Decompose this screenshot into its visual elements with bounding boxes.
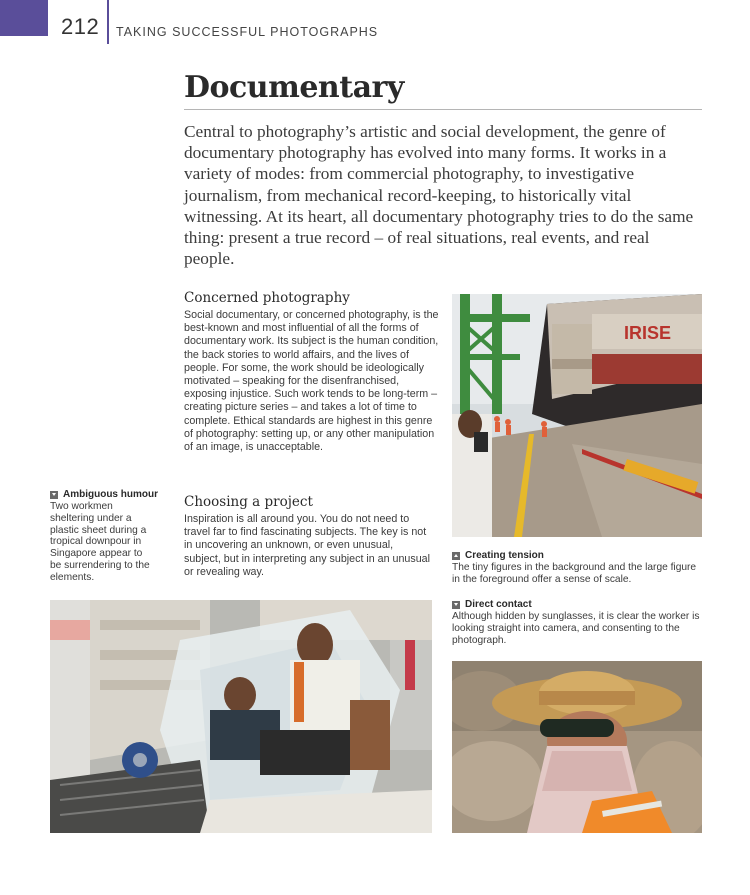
section-heading-concerned: Concerned photography xyxy=(184,290,350,306)
caption-title-tension: Creating tension xyxy=(465,550,544,561)
section-body-concerned: Social documentary, or concerned photography, is the best-known and most influential of all the forms of documentary work. Its subject is the human condition, the back stories to world affairs, and the lives of people. For some, the work should be ideologically motivated – speaking for the disenfranchised, exposing injustice. Such work tends to be long-term – creating picture series – and takes a lot of time to complete. Ethical standards are highest in this genre of photography: setting up, or any other manipulation of an image, is unacceptable. xyxy=(184,309,439,454)
caption-heading-tension xyxy=(452,550,544,561)
arrow-up-icon xyxy=(452,552,460,560)
photo-workmen-rain xyxy=(50,600,432,833)
photo-worker-hat xyxy=(452,661,702,833)
photo-port-ship xyxy=(452,294,702,537)
caption-heading-direct xyxy=(452,599,532,610)
caption-text-tension: The tiny figures in the background and the large figure in the foreground offer a sense of scale. xyxy=(452,562,697,585)
title-rule xyxy=(184,109,702,110)
intro-paragraph: Central to photography’s artistic and social development, the genre of documentary photography has evolved into many forms. It works in a variety of modes: from commercial photography, to investigative journalism, from mechanical record-keeping, to historically vital witnessing. At its heart, all documentary photography tries to do the same thing: present a true record – of real situations, real events, and real people. xyxy=(184,122,694,269)
caption-heading-ambiguous xyxy=(50,489,158,500)
caption-title-direct: Direct contact xyxy=(465,599,532,610)
page-number: 212 xyxy=(61,14,100,39)
running-title: TAKING SUCCESSFUL PHOTOGRAPHS xyxy=(116,25,379,39)
ship-lettering: IRISE xyxy=(624,323,672,343)
section-body-choosing: Inspiration is all around you. You do not need to travel far to find fascinating subjects. The key is not in uncovering an unknown, or even unusual, subject, but in interpreting any subject in an unusual or revealing way. xyxy=(184,513,430,578)
header-divider xyxy=(107,0,109,44)
page-title: Documentary xyxy=(184,70,404,105)
page-tab-marker xyxy=(0,0,48,36)
caption-title-ambiguous: Ambiguous humour xyxy=(63,489,158,500)
arrow-down-icon xyxy=(50,491,58,499)
section-heading-choosing: Choosing a project xyxy=(184,494,313,510)
caption-text-direct: Although hidden by sunglasses, it is clear the worker is looking straight into camera, and consenting to the photograph. xyxy=(452,611,700,646)
caption-text-ambiguous: Two workmen sheltering under a plastic sheet during a tropical downpour in Singapore appear to be surrendering to the elements. xyxy=(50,501,150,583)
arrow-down-icon xyxy=(452,601,460,609)
